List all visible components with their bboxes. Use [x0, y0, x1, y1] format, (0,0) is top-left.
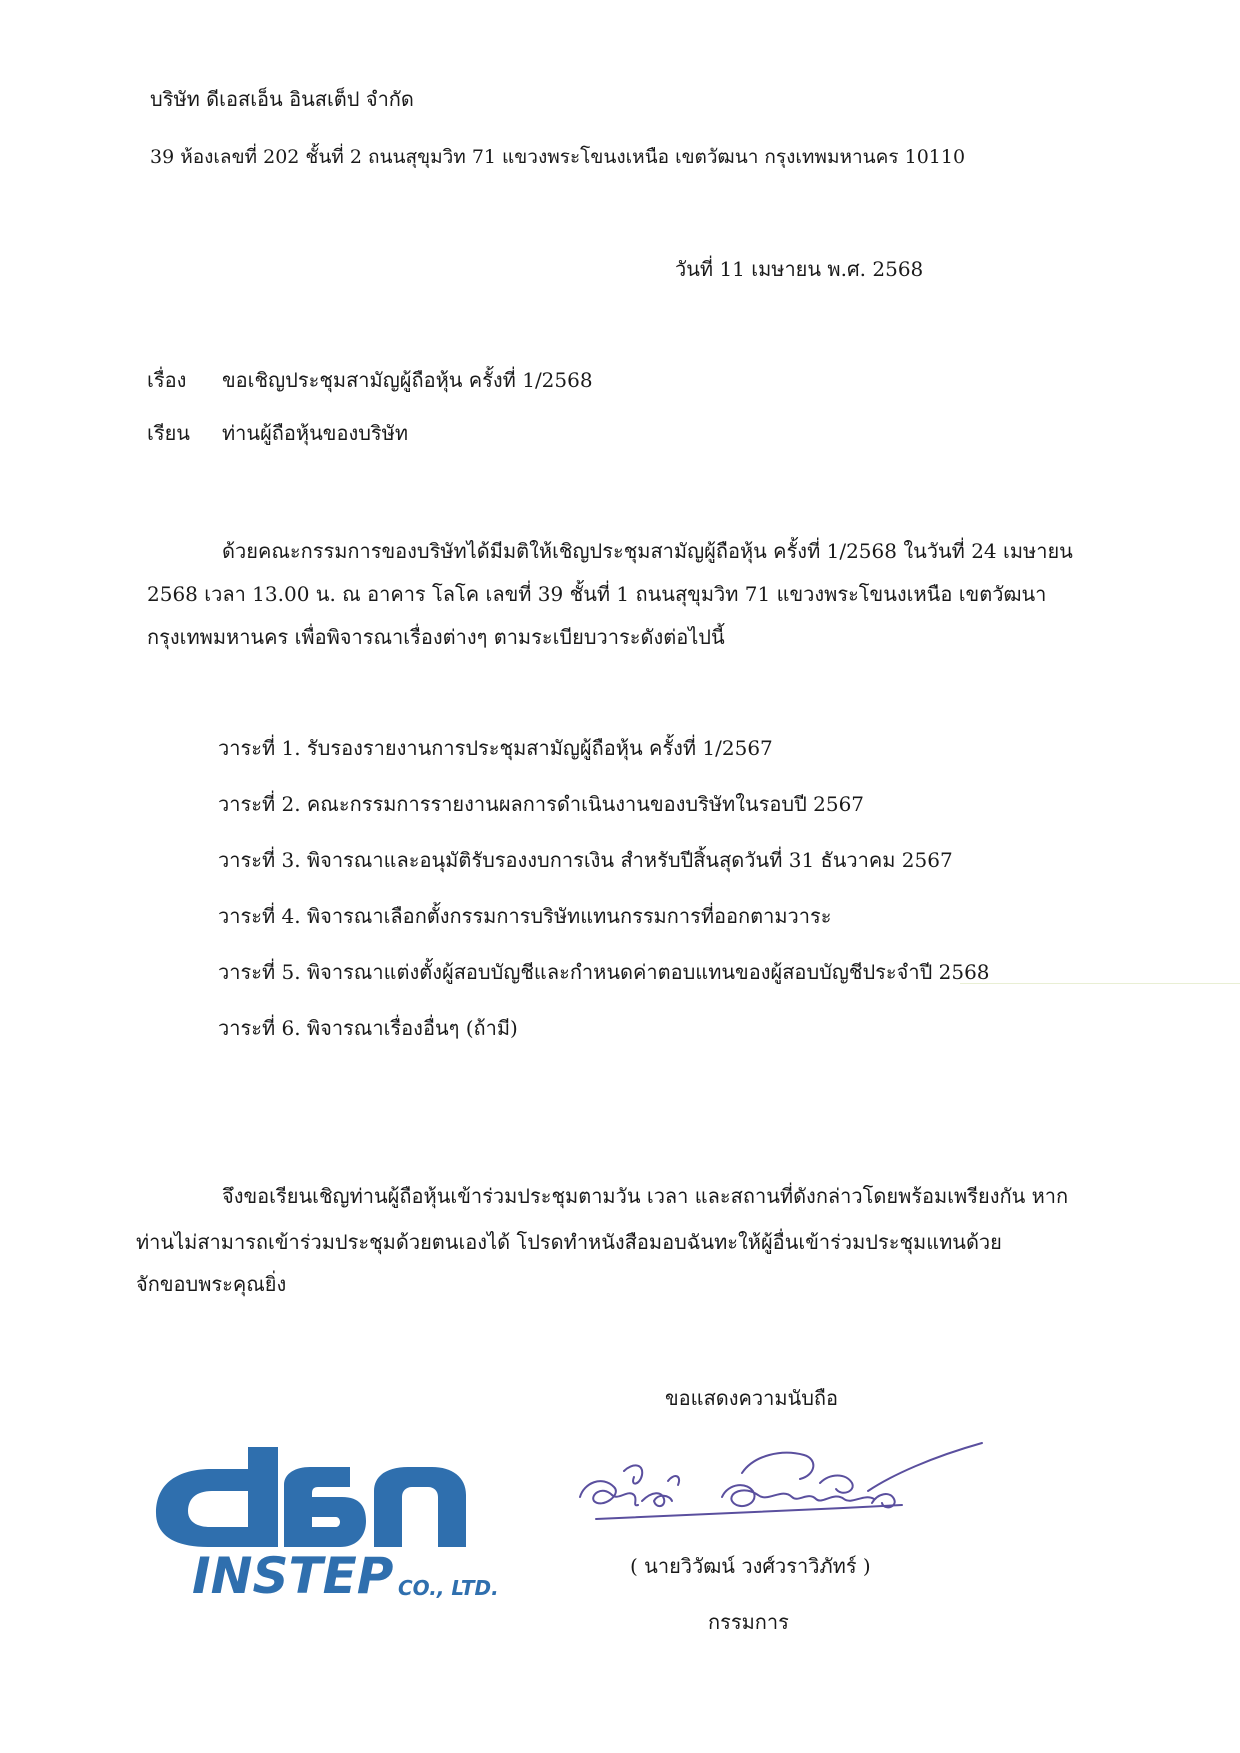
agenda-item: วาระที่ 4. พิจารณาเลือกตั้งกรรมการบริษัทแทนกรรมการที่ออกตามวาระ [218, 904, 832, 928]
company-address: 39 ห้องเลขที่ 202 ชั้นที่ 2 ถนนสุขุมวิท 71 แขวงพระโขนงเหนือ เขตวัฒนา กรุงเทพมหานคร 10110 [150, 146, 966, 168]
agenda-item: วาระที่ 3. พิจารณาและอนุมัติรับรองงบการเงิน สำหรับปีสิ้นสุดวันที่ 31 ธันวาคม 2567 [218, 848, 953, 872]
handwritten-signature [572, 1435, 992, 1545]
invitation-paragraph-line: จึงขอเรียนเชิญท่านผู้ถือหุ้นเข้าร่วมประชุมตามวัน เวลา และสถานที่ดังกล่าวโดยพร้อมเพรียงกัน หาก [222, 1184, 1069, 1208]
recipient-text: ท่านผู้ถือหุ้นของบริษัท [222, 421, 409, 445]
letter-date: วันที่ 11 เมษายน พ.ศ. 2568 [675, 257, 924, 281]
invitation-paragraph-line: ท่านไม่สามารถเข้าร่วมประชุมด้วยตนเองได้ โปรดทำหนังสือมอบฉันทะให้ผู้อื่นเข้าร่วมประชุมแทนด้วย [136, 1230, 1002, 1254]
subject-text: ขอเชิญประชุมสามัญผู้ถือหุ้น ครั้งที่ 1/2568 [222, 368, 593, 392]
invitation-paragraph-line: จักขอบพระคุณยิ่ง [136, 1272, 287, 1296]
logo-text: INSTEP [192, 1547, 394, 1605]
company-name: บริษัท ดีเอสเอ็น อินสเต็ป จำกัด [150, 87, 414, 111]
agenda-item: วาระที่ 2. คณะกรรมการรายงานผลการดำเนินงานของบริษัทในรอบปี 2567 [218, 792, 865, 816]
logo-suffix-text: CO., LTD. [398, 1576, 499, 1600]
agenda-item: วาระที่ 1. รับรองรายงานการประชุมสามัญผู้ถือหุ้น ครั้งที่ 1/2567 [218, 736, 773, 760]
closing-text: ขอแสดงความนับถือ [665, 1386, 839, 1410]
company-logo [150, 1435, 510, 1605]
subject-label: เรื่อง [147, 368, 187, 392]
intro-paragraph-line: กรุงเทพมหานคร เพื่อพิจารณาเรื่องต่างๆ ตามระเบียบวาระดังต่อไปนี้ [147, 625, 725, 649]
agenda-item: วาระที่ 5. พิจารณาแต่งตั้งผู้สอบบัญชีและกำหนดค่าตอบแทนของผู้สอบบัญชีประจำปี 2568 [218, 960, 990, 984]
agenda-list [218, 735, 990, 1071]
signer-title: กรรมการ [708, 1610, 789, 1634]
signer-name: ( นายวิวัฒน์ วงศ์วราวิภัทร์ ) [630, 1554, 871, 1578]
intro-paragraph-line: ด้วยคณะกรรมการของบริษัทได้มีมติให้เชิญประชุมสามัญผู้ถือหุ้น ครั้งที่ 1/2568 ในวันที่ 24 เมษายน [222, 539, 1073, 563]
intro-paragraph-line: 2568 เวลา 13.00 น. ณ อาคาร โลโค เลขที่ 39 ชั้นที่ 1 ถนนสุขุมวิท 71 แขวงพระโขนงเหนือ เขตวัฒนา [147, 582, 1047, 606]
scan-artifact-line [960, 983, 1240, 984]
agenda-item: วาระที่ 6. พิจารณาเรื่องอื่นๆ (ถ้ามี) [218, 1016, 518, 1040]
recipient-label: เรียน [147, 421, 190, 445]
